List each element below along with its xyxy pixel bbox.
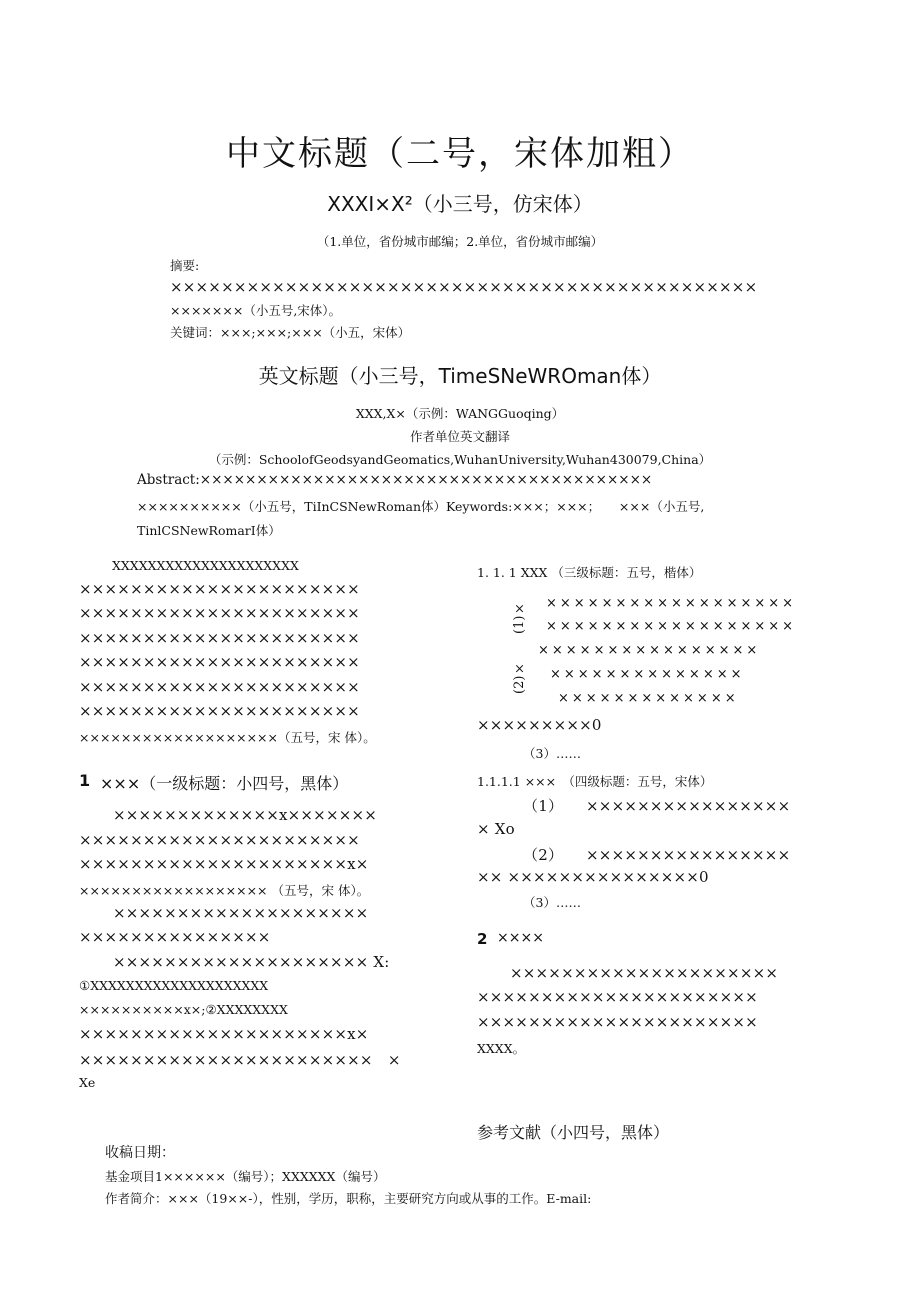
body-line: ×××××××××××××××××××××× bbox=[79, 678, 360, 696]
body-line: ×××××××××××××××××××××× bbox=[477, 988, 758, 1006]
equation-row: ×××××××××××××××× bbox=[538, 643, 761, 658]
subsection-4-heading: 1.1.1.1 ××× （四级标题：五号，宋体） bbox=[477, 774, 713, 789]
body-line: ×××××××××××××××××× （五号，宋 体）。 bbox=[79, 883, 370, 898]
body-line: ××××××××××x×;②XXXXXXXX bbox=[79, 1002, 288, 1017]
body-line: XXXX。 bbox=[477, 1041, 526, 1056]
list-item: ×× ×××××××××××××××0 bbox=[477, 868, 709, 886]
equation-row: ×××××××××××××××××× bbox=[546, 619, 797, 634]
body-line: ×××××××××××××x××××××× bbox=[113, 806, 378, 824]
body-line: ×××××××××××××××××××××× bbox=[79, 629, 360, 647]
body-line: ①XXXXXXXXXXXXXXXXXXXX bbox=[79, 978, 269, 993]
body-line: ×××××××××××××××××××××× bbox=[79, 831, 360, 849]
body-line: ×××××××××××××××××××× bbox=[113, 904, 369, 922]
body-line: ××××××××××××××××××××× bbox=[510, 964, 779, 982]
list-item: × Xo bbox=[477, 820, 515, 838]
english-authors: XXX,X×（示例：WANGGuoqing） bbox=[355, 406, 565, 421]
body-line: ×××××××××××××××××××××x× bbox=[79, 855, 369, 873]
equation-row: ××××××××××××× bbox=[558, 691, 739, 706]
list-item: （1） ×××××××××××××××× bbox=[523, 797, 791, 815]
references-title: 参考文献（小四号，黑体） bbox=[477, 1123, 670, 1142]
english-affiliation-example: （示例：SchoolofGeodsyandGeomatics,WuhanUniversity,Wuhan430079,China） bbox=[208, 452, 712, 467]
received-date: 收稿日期： bbox=[105, 1145, 175, 1161]
equation-label-2: (2)× bbox=[512, 660, 527, 694]
body-line: ×××××××××××××××××××××× bbox=[79, 702, 360, 720]
body-line: ×××××××××××××××××××××× bbox=[477, 1013, 758, 1031]
body-line: ×××××××××××××××××××（五号，宋 体）。 bbox=[79, 730, 376, 745]
english-title: 英文标题（小三号，TimeSNeWROman体） bbox=[258, 364, 662, 388]
equation-row: ×××××××××××××××××× bbox=[546, 596, 797, 611]
body-line: ×××××××××××××××××××××× bbox=[79, 604, 360, 622]
fund-note: 基金项目1××××××（编号）；XXXXXX（编号） bbox=[105, 1169, 386, 1184]
author-bio: 作者简介：×××（19××-），性别，学历，职称，主要研究方向或从事的工作。E-mail: bbox=[105, 1191, 592, 1206]
list-item: （3）…… bbox=[523, 895, 581, 910]
page-title: 中文标题（二号，宋体加粗） bbox=[226, 134, 694, 174]
section-2-number: 2 bbox=[477, 930, 488, 948]
authors: XXXI×X²（小三号，仿宋体） bbox=[327, 192, 593, 216]
section-1-title: ×××（一级标题：小四号，黑体） bbox=[100, 774, 349, 793]
equation-label-1: (1)× bbox=[512, 600, 527, 634]
abstract-line: ×××××××××××××××××××××××××××××××××××××××××××××× bbox=[170, 278, 758, 296]
body-line: ×××××××××××××××××××××× bbox=[79, 653, 360, 671]
body-line: Xe bbox=[79, 1075, 96, 1090]
equation-tail: ×××××××××0 bbox=[477, 716, 602, 734]
subsection-3-heading: 1. 1. 1 XXX （三级标题：五号，楷体） bbox=[477, 565, 702, 580]
abstract-line: ×××××××（小五号,宋体）。 bbox=[170, 303, 342, 318]
body-line: ×××××××××××××××××××× X: bbox=[113, 953, 390, 971]
section-2-title: ×××× bbox=[497, 930, 544, 946]
body-line: ×××××××××××××××××××××x× bbox=[79, 1025, 369, 1043]
intro-heading: XXXXXXXXXXXXXXXXXXXXX bbox=[112, 558, 299, 573]
body-line: ×××××××××××××××××××××× bbox=[79, 580, 360, 598]
english-abstract-line: Abstract:×××××××××××××××××××××××××××××××××××××××× bbox=[137, 472, 653, 488]
body-line: ××××××××××××××××××××××× × bbox=[79, 1051, 401, 1069]
abstract-label: 摘要: bbox=[170, 258, 200, 273]
equation-row: ×××××××××××××× bbox=[550, 667, 745, 682]
english-affiliation-note: 作者单位英文翻译 bbox=[409, 429, 510, 444]
list-item: （2） ×××××××××××××××× bbox=[523, 846, 791, 864]
list-item: （3）…… bbox=[523, 746, 581, 761]
keywords: 关键词：×××;×××;×××（小五，宋体） bbox=[170, 325, 411, 340]
body-line: ××××××××××××××× bbox=[79, 928, 271, 946]
section-1-number: 1 bbox=[79, 771, 91, 790]
english-abstract-line: TinlCSNewRomarI体） bbox=[137, 523, 281, 538]
affiliation: （1.单位，省份城市邮编；2.单位，省份城市邮编） bbox=[316, 234, 604, 249]
english-abstract-line: ××××××××××（小五号，TiInCSNewRoman体）Keywords:×××；×××； ×××（小五号, bbox=[137, 499, 705, 514]
